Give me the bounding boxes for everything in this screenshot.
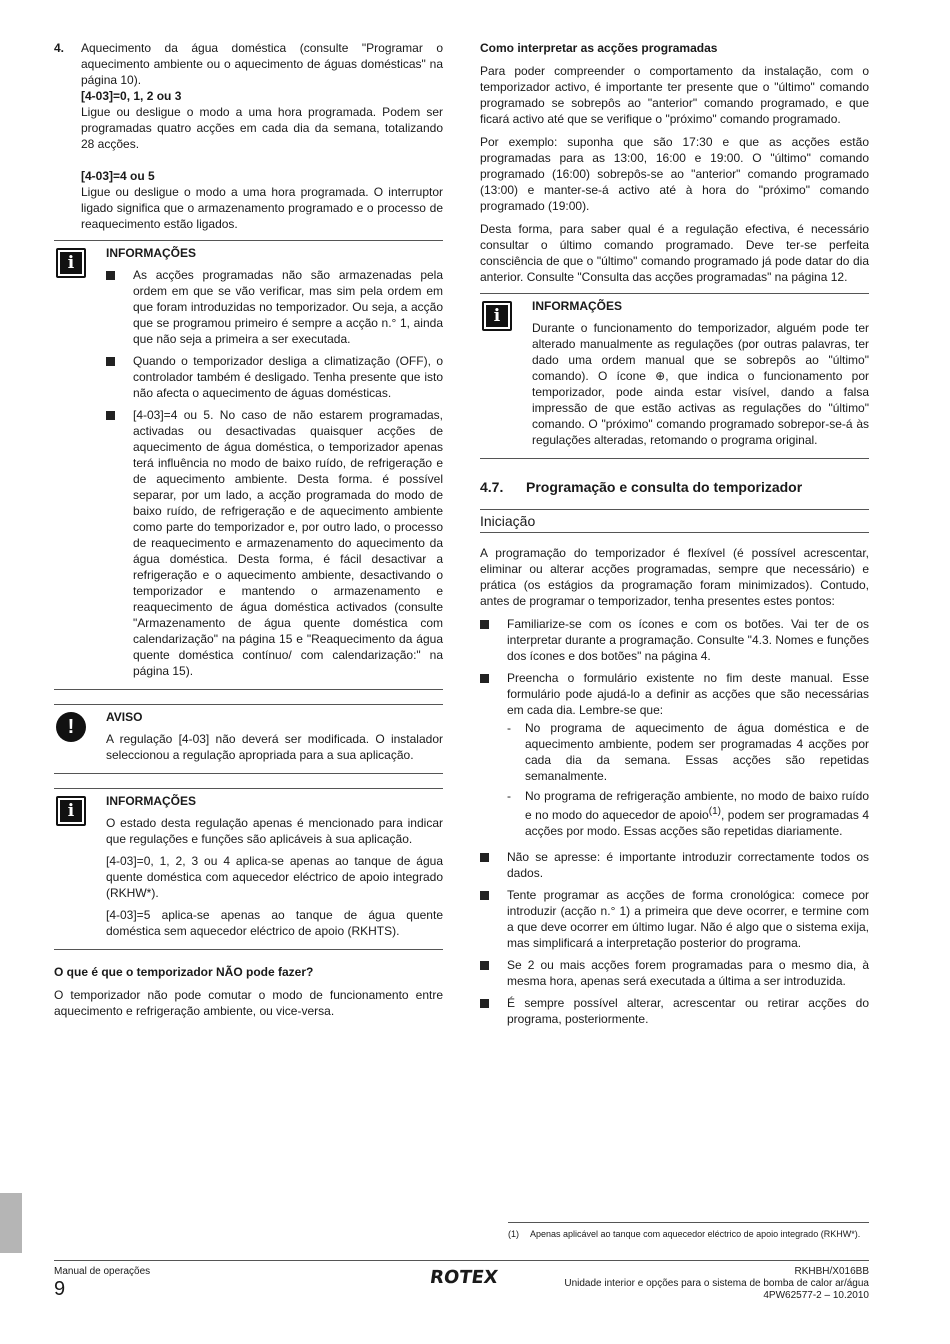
item-intro: Aquecimento da água doméstica (consulte "Programar o aquecimento ambiente ou o aquecimento de águas domésticas" na página 10). [81, 41, 443, 87]
bullet-square-icon [106, 271, 115, 280]
list-item: Tente programar as acções de forma cronológica: comece por introduzir (acção n.° 1) a primeira que deve ocorrer, e termine com a que deve ocorrer em último lugar. Não é algo que o sistema exija, mas simplificará a interpretação posterior do programa. [480, 887, 869, 951]
info-icon: i [56, 796, 86, 826]
info-paragraph: [4-03]=0, 1, 2, 3 ou 4 aplica-se apenas ao tanque de água quente doméstica com aquecedor eléctrico de apoio integrado (RKHW*). [106, 854, 443, 900]
bullet-square-icon [106, 357, 115, 366]
paragraph: Para poder compreender o comportamento da instalação, com o temporizador activo, é importante ter presente que o "último" comando programado se sobrepôs ao "anterior" comando programado, e que ficará activo até que se verifique o "próximo" comando programado. [480, 64, 869, 126]
info-icon: i [482, 301, 512, 331]
paragraph: Por exemplo: suponha que são 17:30 e que as acções estão programadas para as 13:00, 16:00 e 19:00. O "último" comando programado (16:00) sobrepôs-se ao "anterior" comando programado (13:00) e manter-se-á activo até à hora do "próximo" comando programado (19:00). [480, 135, 869, 213]
list-item: - No programa de refrigeração ambiente, no modo de baixo ruído e no modo do aquecedor de apoio$^{(1)}$, podem ser programadas 4 acções por modo. Essas acções são repetidas diariamente. [507, 789, 869, 838]
intro-paragraph: A programação do temporizador é flexível (é possível acrescentar, eliminar ou alterar acções programadas, sempre que necessário) e prática (os estágios da programação foram minimizados). Contudo, antes de programar o temporizador, tenha presentes estes pontos: [480, 546, 869, 608]
list-item: É sempre possível alterar, acrescentar ou retirar acções do programa, posteriormente. [480, 995, 869, 1027]
bullet-square-icon [480, 853, 489, 862]
subsection-heading: Iniciação [480, 509, 869, 533]
bullet-square-icon [106, 411, 115, 420]
bullet-square-icon [480, 620, 489, 629]
list-item: Quando o temporizador desliga a climatização (OFF), o controlador também é desligado. Tenha presente que isto não afecta o aquecimento de águas domésticas. [106, 353, 443, 401]
item-number: 4. [54, 41, 65, 55]
list-item: Se 2 ou mais acções forem programadas para o mesmo dia, à mesma hora, apenas será executada a última a ser introduzida. [480, 957, 869, 989]
setting-text: Ligue ou desligue o modo a uma hora programada. Podem ser programadas quatro acções em cada dia da semana, totalizando 28 acções. [81, 105, 443, 151]
page-footer [54, 1260, 869, 1301]
setting-text: Ligue ou desligue o modo a uma hora programada. O interruptor ligado significa que o armazenamento programado e o processo de reaquecimento estão ligados. [81, 185, 443, 231]
side-tab-marker [0, 1193, 22, 1253]
manual-title: Manual de operações [54, 1266, 151, 1277]
warning-text: A regulação [4-03] não deverá ser modificada. O instalador seleccionou a regulação apropriada para a sua aplicação. [106, 732, 443, 762]
info-paragraph: Durante o funcionamento do temporizador, alguém pode ter alterado manualmente as regulações (por outras palavras, ter dado uma ordem manual que se sobrepôs ao "último" comando). O ícone ⊕, que indica o funcionamento por temporizador, pode ainda estar visível, dando a falsa impressão de que estão activas as regulações do "último" comando. O "próximo" comando programado sobrepor-se-á às regulações alteradas, retomando o programa original. [532, 321, 869, 447]
section-number: 4.7. [480, 479, 504, 495]
info-title: INFORMAÇÕES [106, 246, 196, 260]
bullet-square-icon [480, 891, 489, 900]
cannot-heading: O que é que o temporizador NÃO pode fazer? [54, 965, 314, 979]
footer-doc-info [564, 1266, 869, 1302]
document-code: 4PW62577-2 – 10.2010 [763, 1290, 869, 1301]
footnote-ref: (1) [708, 806, 721, 817]
bullet-list [480, 616, 869, 1027]
footnote-text: Apenas aplicável ao tanque com aquecedor eléctrico de apoio integrado (RKHW*). [530, 1229, 861, 1239]
model-code: RKHBH/X016BB [794, 1266, 869, 1277]
section-title: Programação e consulta do temporizador [526, 479, 803, 495]
list-item: Preencha o formulário existente no fim deste manual. Esse formulário pode ajudá-lo a definir as acções que são necessárias em cada dia. Lembre-se que: - No programa de aquecimento de água doméstica e de aquecimento ambiente, podem ser programadas 4 acções por cada dia da semana. Essas acções são repetidas semanalmente. - No programa de refrigeração ambiente, no modo de baixo ruído e no modo do aquecedor de apoio$^{(1)}$, podem ser programadas 4 acções por modo. Essas acções são repetidas diariamente. [480, 670, 869, 843]
dash-list [507, 720, 869, 839]
numbered-item-4 [54, 40, 443, 232]
list-item: Familiarize-se com os ícones e com os botões. Vai ter de os interpretar durante a programação. Consulte "4.3. Nomes e funções dos ícones e dos botões" na página 4. [480, 616, 869, 664]
right-column [480, 40, 869, 1033]
info-title: INFORMAÇÕES [106, 794, 196, 808]
footnote-number: (1) [508, 1229, 519, 1239]
warning-title: AVISO [106, 710, 143, 724]
paragraph: Desta forma, para saber qual é a regulação efectiva, é necessário consultar o último comando programado. Deve ter-se perfeita consciência de que o "último" comando programado já pode datar do dia anterior. Consulte "Consulta das acções programadas" na página 12. [480, 222, 869, 284]
page-number: 9 [54, 1278, 66, 1300]
section-heading [480, 479, 869, 495]
interpret-heading: Como interpretar as acções programadas [480, 41, 718, 55]
cannot-text: O temporizador não pode comutar o modo de funcionamento entre aquecimento e refrigeração ambiente, ou vice-versa. [54, 988, 443, 1018]
info-box [480, 293, 869, 459]
rotex-logo: ROTEX [428, 1267, 500, 1288]
list-item: [4-03]=4 ou 5. No caso de não estarem programadas, activadas ou desactivadas quaisquer acções de aquecimento de água doméstica, o temporizador apenas terá influência no modo de baixo ruído, de refrigeração e de aquecimento ambiente. Desta forma. é possível separar, por um lado, a acção programada do modo de baixo ruído, de refrigeração e de aquecimento ambiente como parte do temporizador e, por outro lado, o processo de reaquecimento e armazenamento do aquecimento da água doméstica. Desta forma, é fácil desactivar a refrigeração e o aquecimento ambiente, desactivando o temporizador e mantendo o armazenamento e reaquecimento de água doméstica activados (consulte "Armazenamento de água quente doméstica com calendarização" na página 15 e "Reaquecimento da água quente doméstica contínuo/ com calendarização:" na página 15). [106, 407, 443, 679]
info-bullet-list [106, 267, 443, 679]
setting-heading: [4-03]=0, 1, 2 ou 3 [81, 89, 182, 103]
info-box [54, 788, 443, 950]
info-title: INFORMAÇÕES [532, 299, 622, 313]
info-paragraph: [4-03]=5 aplica-se apenas ao tanque de água quente doméstica sem aquecedor eléctrico de apoio (RKHTS). [106, 908, 443, 938]
info-icon: i [56, 248, 86, 278]
warning-icon: ! [56, 712, 86, 742]
bullet-square-icon [480, 961, 489, 970]
footnote [508, 1222, 869, 1240]
info-box [54, 240, 443, 690]
list-item: Não se apresse: é importante introduzir correctamente todos os dados. [480, 849, 869, 881]
bullet-square-icon [480, 999, 489, 1008]
list-item: As acções programadas não são armazenadas pela ordem em que se vão verificar, mas sim pela ordem em que foram introduzidas no temporizador. Ou seja, a acção que se programou primeiro é sempre a acção n.° 1, ainda que não seja a primeira a ser executada. [106, 267, 443, 347]
info-paragraph: O estado desta regulação apenas é mencionado para indicar que regulações e funções são aplicáveis à sua aplicação. [106, 816, 443, 846]
list-item: - No programa de aquecimento de água doméstica e de aquecimento ambiente, podem ser programadas 4 acções por cada dia da semana. Essas acções são repetidas semanalmente. [507, 721, 869, 783]
setting-heading: [4-03]=4 ou 5 [81, 169, 155, 183]
warning-box [54, 704, 443, 774]
left-column [54, 40, 443, 1026]
product-description: Unidade interior e opções para o sistema de bomba de calor ar/água [564, 1278, 869, 1289]
bullet-square-icon [480, 674, 489, 683]
